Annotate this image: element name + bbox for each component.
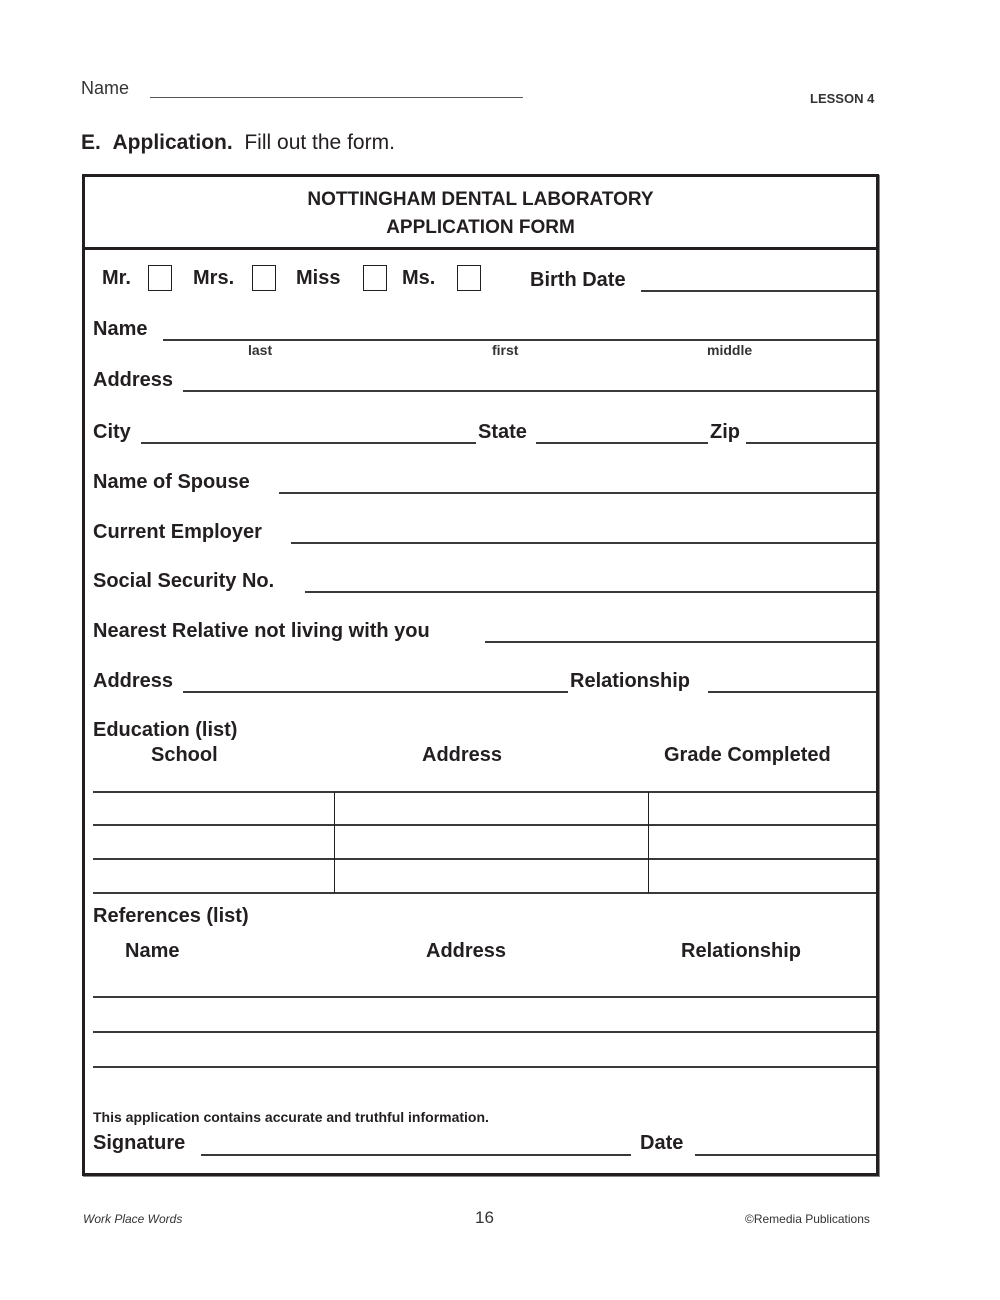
spouse-label: Name of Spouse	[93, 471, 250, 493]
form-title-company: NOTTINGHAM DENTAL LABORATORY	[307, 189, 654, 210]
date-label: Date	[640, 1132, 684, 1154]
form-title-subtitle: APPLICATION FORM	[386, 217, 575, 238]
title-miss-label: Miss	[296, 267, 341, 289]
signature-label: Signature	[93, 1132, 186, 1154]
references-col-relationship: Relationship	[681, 940, 802, 962]
education-grade-cell[interactable]	[650, 793, 876, 824]
name-label: Name	[93, 318, 148, 340]
references-col-address: Address	[426, 940, 507, 962]
education-address-cell[interactable]	[336, 860, 647, 892]
instructions-text: Fill out the form.	[244, 131, 395, 154]
name-sublabel-first: first	[492, 342, 519, 358]
title-mr-label: Mr.	[102, 267, 131, 289]
employer-label: Current Employer	[93, 521, 262, 543]
signature-field[interactable]	[201, 1154, 631, 1156]
education-col-school: School	[151, 744, 218, 766]
education-row-line	[93, 892, 876, 894]
education-heading: Education (list)	[93, 719, 238, 741]
relative-address-label: Address	[93, 670, 174, 692]
education-col-divider	[334, 792, 335, 893]
education-col-divider	[648, 792, 649, 893]
zip-label: Zip	[710, 421, 740, 443]
title-mr-checkbox[interactable]	[148, 265, 172, 291]
title-ms-checkbox[interactable]	[457, 265, 481, 291]
city-label: City	[93, 421, 131, 443]
ssn-field[interactable]	[305, 591, 876, 593]
worksheet-name-field[interactable]	[150, 97, 523, 98]
education-school-cell[interactable]	[93, 860, 333, 892]
relationship-field[interactable]	[708, 691, 876, 693]
zip-field[interactable]	[746, 442, 876, 444]
address-label: Address	[93, 369, 174, 391]
address-field[interactable]	[183, 390, 876, 392]
footer-publisher: ©Remedia Publications	[745, 1212, 870, 1226]
name-sublabel-last: last	[248, 342, 273, 358]
education-school-cell[interactable]	[93, 793, 333, 824]
state-label: State	[478, 421, 527, 443]
relative-address-field[interactable]	[183, 691, 568, 693]
page-number: 16	[475, 1208, 494, 1227]
worksheet-name-label: Name	[81, 78, 130, 98]
reference-line[interactable]	[93, 1031, 876, 1033]
name-field[interactable]	[163, 339, 876, 341]
employer-field[interactable]	[291, 542, 876, 544]
education-grade-cell[interactable]	[650, 860, 876, 892]
relationship-label: Relationship	[570, 670, 691, 692]
application-form	[82, 174, 879, 1176]
birth-date-label: Birth Date	[530, 269, 626, 291]
title-miss-checkbox[interactable]	[363, 265, 387, 291]
birth-date-field[interactable]	[641, 290, 876, 292]
state-field[interactable]	[536, 442, 708, 444]
instructions-letter: E.	[81, 131, 101, 154]
references-col-name: Name	[125, 940, 180, 962]
instructions-heading: Application.	[112, 131, 233, 154]
education-address-cell[interactable]	[336, 793, 647, 824]
education-col-address: Address	[422, 744, 503, 766]
spouse-field[interactable]	[279, 492, 876, 494]
education-col-grade: Grade Completed	[664, 744, 831, 766]
reference-line[interactable]	[93, 1066, 876, 1068]
instructions	[81, 131, 395, 155]
ssn-label: Social Security No.	[93, 570, 275, 592]
relative-label: Nearest Relative not living with you	[93, 620, 430, 642]
reference-line[interactable]	[93, 996, 876, 998]
references-heading: References (list)	[93, 905, 249, 927]
education-grade-cell[interactable]	[650, 826, 876, 858]
name-sublabel-middle: middle	[707, 342, 753, 358]
education-address-cell[interactable]	[336, 826, 647, 858]
footer-book-title: Work Place Words	[83, 1212, 183, 1226]
lesson-label: LESSON 4	[810, 91, 875, 106]
title-ms-label: Ms.	[402, 267, 436, 289]
education-school-cell[interactable]	[93, 826, 333, 858]
relative-field[interactable]	[485, 641, 876, 643]
date-field[interactable]	[695, 1154, 876, 1156]
title-mrs-label: Mrs.	[193, 267, 235, 289]
form-title	[85, 177, 876, 250]
city-field[interactable]	[141, 442, 476, 444]
title-mrs-checkbox[interactable]	[252, 265, 276, 291]
attestation-text: This application contains accurate and truthful information.	[93, 1109, 489, 1125]
